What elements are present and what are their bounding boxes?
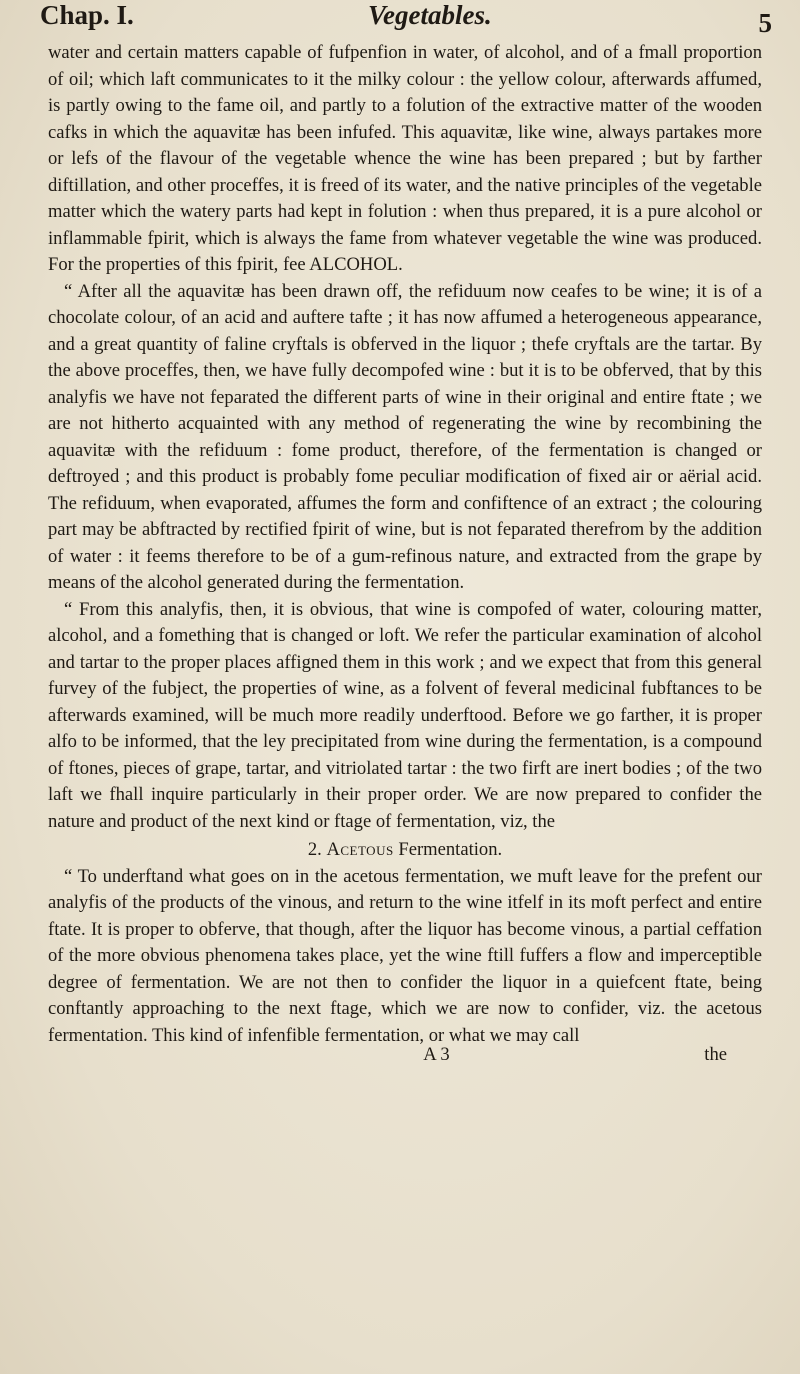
page-body (48, 40, 762, 1065)
section-title-smallcaps: Acetous (326, 839, 394, 860)
running-title: Vegetables. (368, 0, 492, 30)
section-title-rest: Fermentation. (398, 839, 503, 860)
signature-mark: A 3 (423, 1044, 450, 1065)
paragraph-2: “ After all the aquavitæ has been drawn off, the refiduum now ceafes to be wine; it is of a chocolate colour, of an acid and auftere tafte ; it has now affumed a heterogeneous appearance, and a great quantity of faline cryftals is obferved in the liquor ; thefe cryftals are the tartar. By the above proceffes, then, we have fully decompofed wine : but it is to be obferved, that by this analyfis we have not feparated the different parts of wine in their original and entire ftate ; we are not hitherto acquainted with any method of regenerating the wine by recombining the aquavitæ with the refiduum : fome product, therefore, of the fermentation is changed or deftroyed ; and this product is probably fome peculiar modification of fixed air or aërial acid. The refiduum, when evaporated, affumes the form and confiftence of an extract ; the colouring part may be abftracted by rectified fpirit of wine, but is not feparated therefrom by the addition of water : it feems therefore to be of a gum-refinous nature, and extracted from the grape by means of the alcohol generated during the fermentation. (48, 280, 762, 593)
page-number: 5 (758, 8, 772, 38)
chapter-label: Chap. I. (40, 0, 134, 30)
paragraph-1: water and certain matters capable of fufpenfion in water, of alcohol, and of a fmall proportion of oil; which laft communicates to it the milky colour : the yellow colour, afterwards affumed, is partly owing to the fame oil, and partly to a folution of the extractive matter of the wooden cafks in which the aquavitæ has been infufed. This aquavitæ, like wine, always partakes more or lefs of the flavour of the vegetable whence the wine has been prepared ; but by farther diftillation, and other proceffes, it is freed of its water, and the native principles of the vegetable matter which the watery parts had kept in folution : when thus prepared, it is a pure alcohol or inflammable fpirit, which is always the fame from whatever vegetable the wine was produced. For the properties of this fpirit, fee ALCOHOL. (48, 42, 762, 275)
section-number: 2. (307, 839, 322, 860)
paragraph-3: “ From this analyfis, then, it is obvious, that wine is compofed of water, colouring matter, alcohol, and a fomething that is changed or loft. We refer the particular examination of alcohol and tartar to the proper places affigned them in this work ; and we expect that from this general furvey of the fubject, the properties of wine, as a folvent of feveral medicinal fubftances to be afterwards examined, will be much more readily underftood. Before we go farther, it is proper alfo to be informed, that the ley precipitated from wine during the fermentation, is a compound of ftones, pieces of grape, tartar, and vitriolated tartar : the two firft are inert bodies ; of the two laft we fhall inquire particularly in their proper order. We are now prepared to confider the nature and product of the next kind or ftage of fermentation, viz, the (48, 598, 762, 832)
paragraph-4: “ To underftand what goes on in the acetous fermentation, we muft leave for the prefent our analyfis of the products of the vinous, and return to the wine itfelf in its moft perfect and entire ftate. It is proper to obferve, that though, after the liquor has become vinous, a partial ceffation of the more obvious phenomena takes place, yet the wine ftill fuffers a flow and imperceptible degree of fermentation. We are not then to confider the liquor in a quiefcent ftate, being conftantly approaching to the next ftage, which we are now to confider, viz. the acetous fermentation. This kind of infenfible fermentation, or what we may call (48, 865, 762, 1046)
running-header (40, 0, 772, 40)
catchword: the (704, 1044, 727, 1065)
section-heading (48, 837, 762, 864)
